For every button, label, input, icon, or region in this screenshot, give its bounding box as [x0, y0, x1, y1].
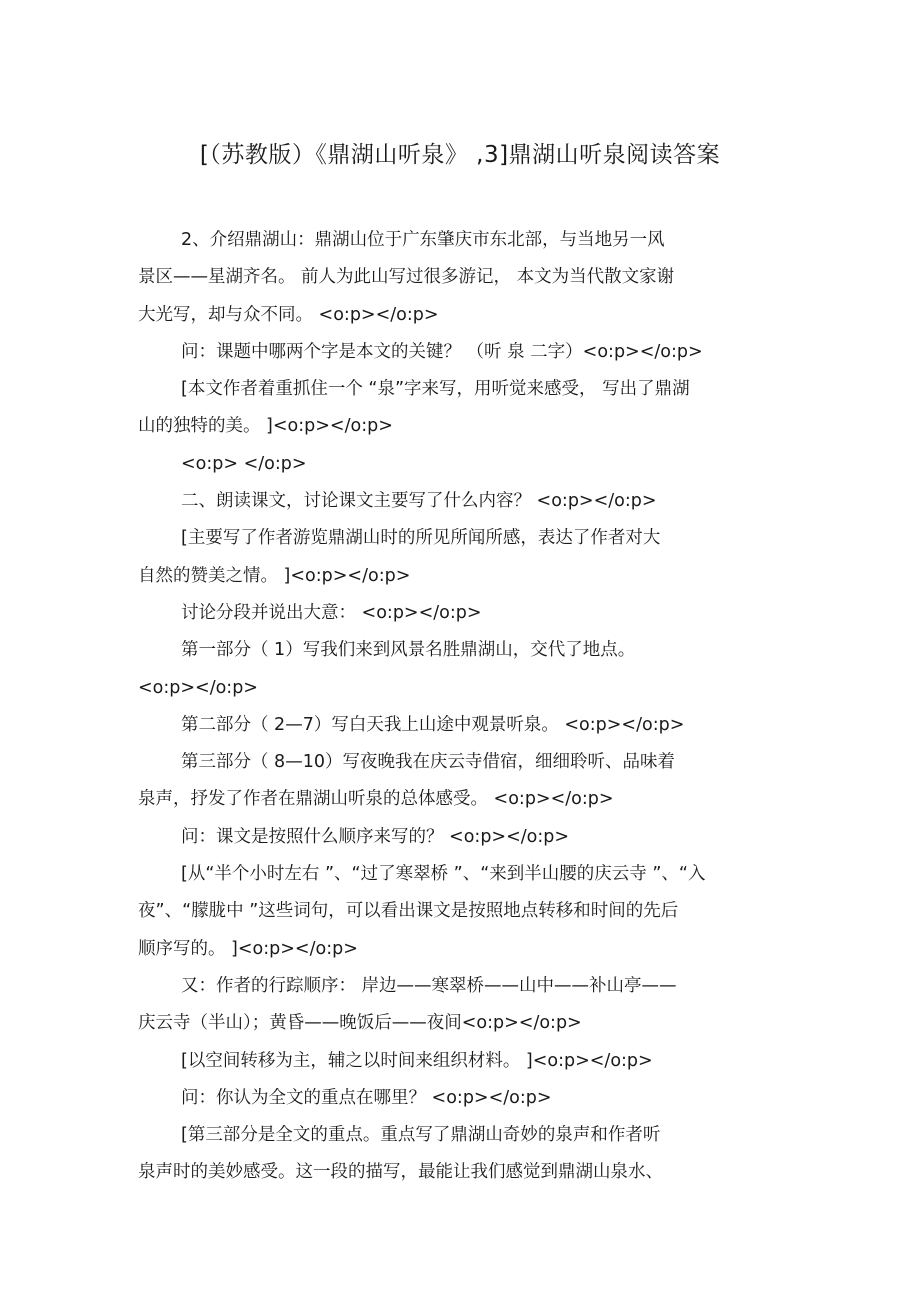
text-line: 泉声时的美妙感受。这一段的描写，最能让我们感觉到鼎湖山泉水、: [138, 1162, 663, 1183]
text-line: 夜”、“朦胧中 ”这些词句，可以看出课文是按照地点转移和时间的先后: [138, 901, 679, 922]
text-line: 2、介绍鼎湖山：鼎湖山位于广东肇庆市东北部，与当地另一风: [181, 230, 665, 250]
text-line: 问：课题中哪两个字是本文的关键？ （听 泉 二字）<o:p></o:p>: [181, 341, 703, 362]
text-line: 问：你认为全文的重点在哪里？ <o:p></o:p>: [181, 1087, 552, 1108]
text-line: 大光写，却与众不同。 <o:p></o:p>: [138, 304, 439, 325]
text-line: 庆云寺（半山）；黄昏——晚饭后——夜间<o:p></o:p>: [138, 1013, 582, 1034]
text-line: 景区——星湖齐名。 前人为此山写过很多游记， 本文为当代散文家谢: [138, 267, 675, 288]
text-line: [从“半个小时左右 ”、“过了寒翠桥 ”、“来到半山腰的庆云寺 ”、“入: [181, 864, 706, 885]
text-line: [主要写了作者游览鼎湖山时的所见所闻所感，表达了作者对大: [181, 528, 661, 549]
text-line: [本文作者着重抓住一个 “泉”字来写，用听觉来感受， 写出了鼎湖: [181, 379, 690, 400]
text-line: 山的独特的美。 ]<o:p></o:p>: [138, 416, 393, 437]
document-body: [138, 222, 788, 1192]
text-line: 问：课文是按照什么顺序来写的？ <o:p></o:p>: [181, 826, 570, 847]
text-line: [第三部分是全文的重点。重点写了鼎湖山奇妙的泉声和作者听: [181, 1125, 661, 1146]
text-line: <o:p> </o:p>: [181, 453, 307, 474]
text-line: 自然的赞美之情。 ]<o:p></o:p>: [138, 565, 411, 586]
document-title: [（苏教版）《鼎湖山听泉》 ,3]鼎湖山听泉阅读答案: [199, 142, 721, 168]
text-line: 第二部分（ 2—7）写白天我上山途中观景听泉。 <o:p></o:p>: [181, 714, 685, 735]
text-line: 第三部分（ 8—10）写夜晚我在庆云寺借宿，细细聆听、品味着: [181, 752, 675, 773]
text-line: <o:p></o:p>: [138, 677, 258, 698]
text-line: 讨论分段并说出大意： <o:p></o:p>: [181, 602, 482, 623]
text-line: 泉声，抒发了作者在鼎湖山听泉的总体感受。 <o:p></o:p>: [138, 789, 614, 810]
text-line: 顺序写的。 ]<o:p></o:p>: [138, 938, 358, 959]
text-line: 又：作者的行踪顺序： 岸边——寒翠桥——山中——补山亭——: [181, 975, 677, 996]
text-line: 二、朗读课文，讨论课文主要写了什么内容？ <o:p></o:p>: [181, 491, 657, 512]
text-line: 第一部分（ 1）写我们来到风景名胜鼎湖山，交代了地点。: [181, 640, 636, 661]
text-line: [以空间转移为主，辅之以时间来组织材料。 ]<o:p></o:p>: [181, 1050, 653, 1071]
